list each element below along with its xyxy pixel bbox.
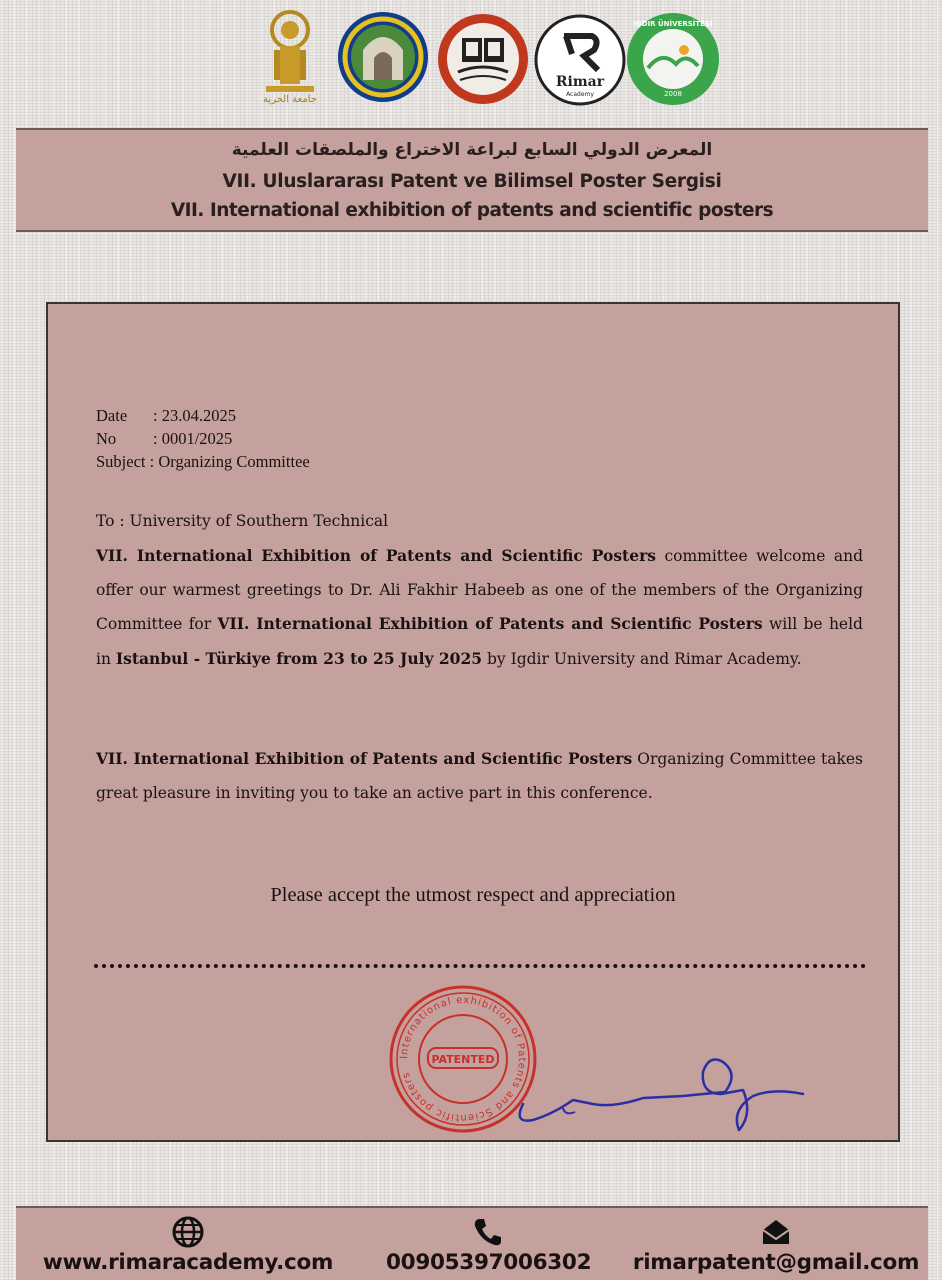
recipient-line: To : University of Southern Technical xyxy=(96,512,389,530)
email-text[interactable]: rimarpatent@gmail.com xyxy=(632,1250,920,1275)
subject-value: : Organizing Committee xyxy=(149,452,310,471)
igdir-university-logo xyxy=(626,12,720,106)
title-arabic: المعرض الدولي السابع لبراعة الاختراع والملصقات العلمية xyxy=(231,140,713,160)
svg-text:جامعة الحرية: جامعة الحرية xyxy=(263,94,317,105)
website-contact[interactable] xyxy=(32,1208,344,1275)
paragraph-text: will be held in xyxy=(96,615,863,668)
signature xyxy=(503,1034,833,1144)
email-contact[interactable] xyxy=(626,1208,926,1275)
number-line xyxy=(96,427,310,450)
date-label: Date xyxy=(96,406,128,425)
closing-line: Please accept the utmost respect and appreciation xyxy=(270,884,676,906)
phone-icon xyxy=(472,1216,504,1248)
letter-meta xyxy=(96,404,310,473)
letter-panel xyxy=(46,302,900,1142)
phone-contact[interactable] xyxy=(386,1208,590,1275)
svg-text:Rimar: Rimar xyxy=(555,74,605,90)
books-institute-logo xyxy=(436,12,530,106)
paragraph-text: Organizing Committee takes great pleasure in inviting you to take an active part in this conference. xyxy=(96,750,863,802)
dotted-divider xyxy=(94,964,866,968)
number-value: : 0001/2025 xyxy=(153,429,233,448)
exhibition-name-bold: VII. International Exhibition of Patents and Scientific Posters xyxy=(96,749,633,768)
body-paragraph-2 xyxy=(96,742,863,810)
stamp-ring-text: International exhibition of Patents and Scientific posters xyxy=(398,994,528,1124)
number-label: No xyxy=(96,429,117,448)
phone-text[interactable]: 00905397006302 xyxy=(386,1250,592,1275)
stamp-center-text: PATENTED xyxy=(431,1053,495,1066)
title-english: VII. International exhibition of patents and scientific posters xyxy=(170,200,774,221)
contact-footer xyxy=(16,1206,928,1280)
globe-icon xyxy=(172,1216,204,1248)
date-value: : 23.04.2025 xyxy=(153,406,236,425)
arch-university-logo xyxy=(336,10,430,104)
body-paragraph-1 xyxy=(96,539,863,676)
subject-line xyxy=(96,450,310,473)
event-location-date: Istanbul - Türkiye from 23 to 25 July 2025 xyxy=(115,648,483,668)
date-line xyxy=(96,404,310,427)
svg-text:Academy: Academy xyxy=(566,91,594,98)
website-text[interactable]: www.rimaracademy.com xyxy=(42,1250,334,1275)
paragraph-text: committee welcome and offer our warmest greetings to Dr. Ali Fakhir Habeeb as one of the members of the Organizing Committee for xyxy=(96,547,863,634)
svg-text:IGDIR ÜNİVERSİTESİ: IGDIR ÜNİVERSİTESİ xyxy=(633,20,713,28)
exhibition-name-bold: VII. International Exhibition of Patents and Scientific Posters xyxy=(96,546,656,565)
subject-label: Subject xyxy=(96,452,146,471)
title-turkish: VII. Uluslararası Patent ve Bilimsel Poster Sergisi xyxy=(222,171,722,192)
rimar-academy-logo xyxy=(534,14,626,106)
mail-icon xyxy=(760,1216,792,1248)
exhibition-name-bold: VII. International Exhibition of Patents and Scientific Posters xyxy=(217,614,763,634)
exhibition-title-band xyxy=(16,128,928,232)
paragraph-text: by Igdir University and Rimar Academy. xyxy=(482,649,802,668)
logo-row xyxy=(0,4,942,126)
svg-text:2008: 2008 xyxy=(664,90,682,98)
university-emblem-logo xyxy=(248,6,332,106)
